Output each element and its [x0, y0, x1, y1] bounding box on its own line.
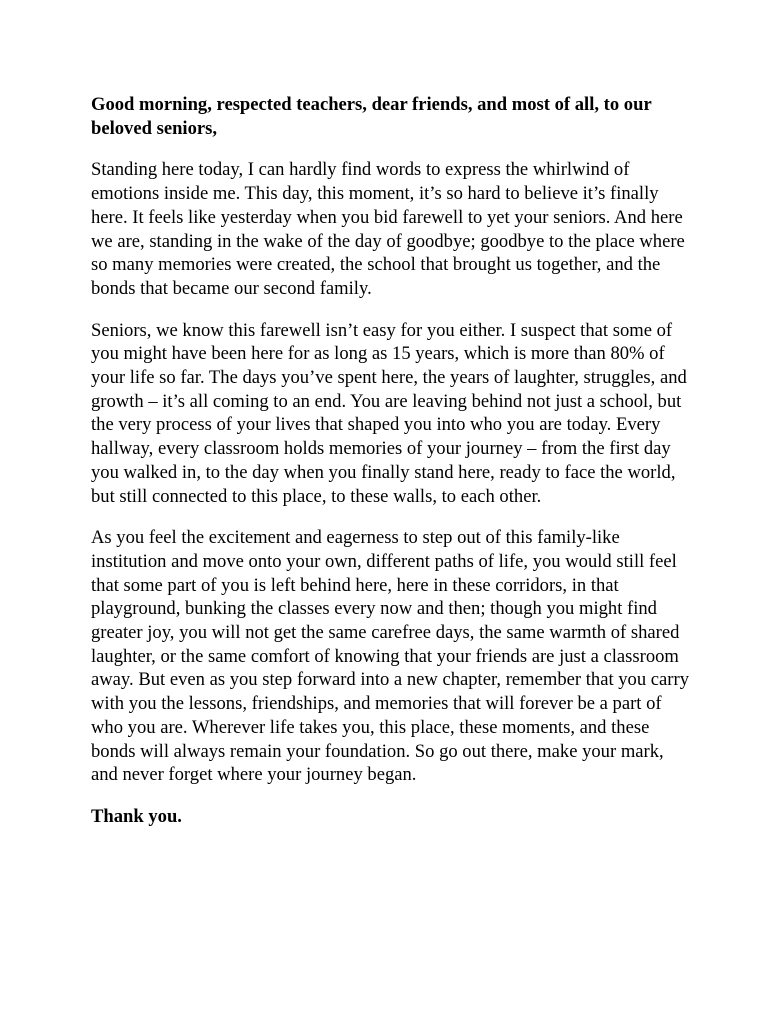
body-paragraph-2: Seniors, we know this farewell isn’t easy for you either. I suspect that some of you might have been here for as long as 15 years, which is more than 80% of your life so far. The days you’ve spent here, the years of laughter, struggles, and growth – it’s all coming to an end. You are leaving behind not just a school, but the very process of your lives that shaped you into who you are today. Every hallway, every classroom holds memories of your journey – from the first day you walked in, to the day when you finally stand here, ready to face the world, but still connected to this place, to these walls, to each other.	[91, 319, 687, 507]
document-page	[91, 93, 691, 829]
body-paragraph-3: As you feel the excitement and eagerness to step out of this family-like institution and move onto your own, different paths of life, you would still feel that some part of you is left behind here, here in these corridors, in that playground, bunking the classes every now and then; though you might find greater joy, you will not get the same carefree days, the same warmth of shared laughter, or the same comfort of knowing that your friends are just a classroom away. But even as you step forward into a new chapter, remember that you carry with you the lessons, friendships, and memories that will forever be a part of who you are. Wherever life takes you, this place, these moments, and these bonds will always remain your foundation. So go out there, make your mark, and never forget where your journey began.	[91, 527, 689, 786]
body-paragraph-1: Standing here today, I can hardly find words to express the whirlwind of emotions inside me. This day, this moment, it’s so hard to believe it’s finally here. It feels like yesterday when you bid farewell to yet your seniors. And here we are, standing in the wake of the day of goodbye; goodbye to the place where so many memories were created, the school that brought us together, and the bonds that became our second family.	[91, 159, 685, 299]
salutation-heading: Good morning, respected teachers, dear friends, and most of all, to our beloved seniors,	[91, 94, 652, 139]
closing-line: Thank you.	[91, 805, 182, 827]
